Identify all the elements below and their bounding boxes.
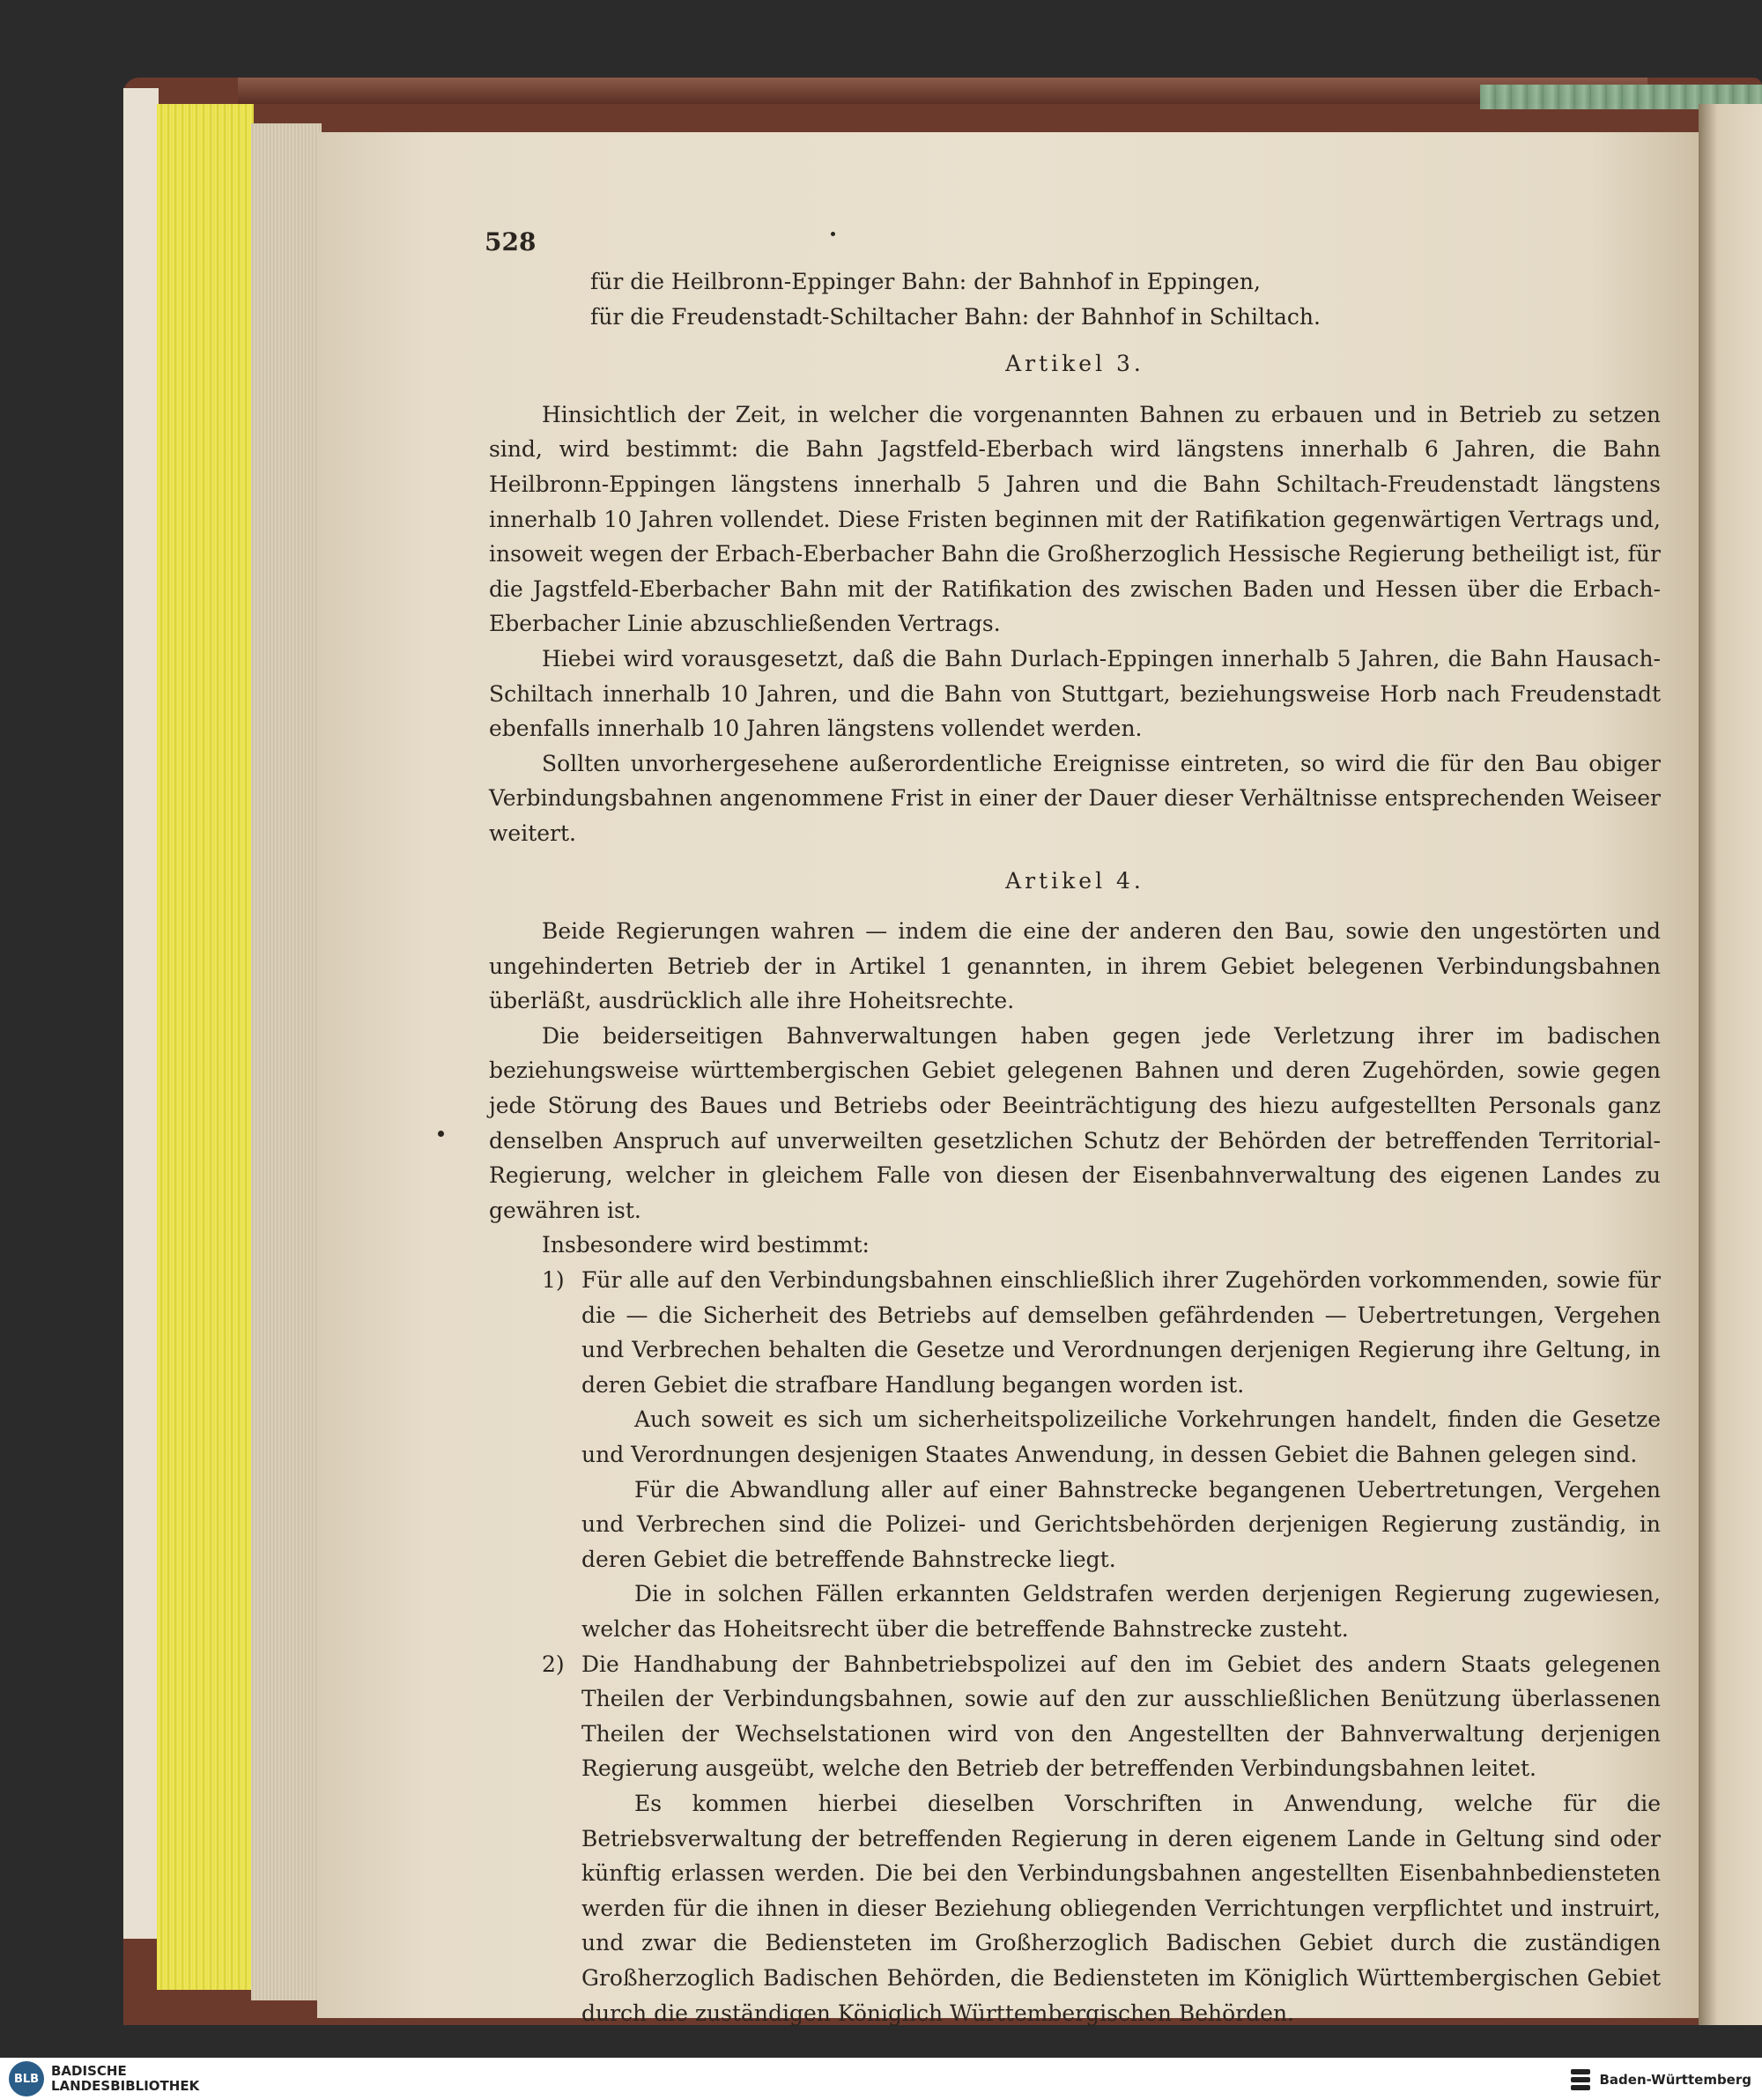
yellow-page-edges — [157, 104, 254, 1990]
facing-page-edge — [1699, 104, 1762, 2025]
item-text: Die Handhabung der Bahnbetriebspolizei auf den im Gebiet des andern Staats gelegenen Theilen der Verbindungsbahnen, sowie auf den zur ausschließlichen Benützung überlassenen Theilen der Wechselstationen wird von den Angestellten der Bahnverwaltung derjenigen Regierung ausgeübt, welche den Betrieb der betreffenden Verbindungsbahnen leitet. — [581, 1651, 1661, 1782]
item-1-subparagraph: Für die Abwandlung aller auf einer Bahnstrecke begangenen Uebertretungen, Vergehen und Verbrechen sind die Polizei- und Gerichtsbehörden derjenigen Regierung zuständig, in deren Gebiet die betreffende Bahnstrecke liegt. — [581, 1476, 1661, 1572]
blb-logo-icon[interactable]: BLB — [9, 2061, 44, 2096]
head-line-2: für die Freudenstadt-Schiltacher Bahn: der Bahnhof in Schiltach. — [590, 303, 1321, 330]
item-1-subparagraph: Auch soweit es sich um sicherheitspolizeiliche Vorkehrungen handelt, finden die Gesetze und Verordnungen desjenigen Staates Anwendung, in dessen Gebiet die Bahnen gelegen sind. — [581, 1406, 1661, 1467]
book-cover-top-edge — [238, 78, 1647, 104]
article-4-heading: Artikel 4. — [1005, 867, 1144, 894]
page-stack-edges — [251, 123, 322, 2000]
state-name: Baden-Württemberg — [1599, 2072, 1751, 2088]
numbered-item-2 — [489, 1647, 1661, 1786]
numbered-item-1 — [489, 1263, 1661, 1402]
page-number: 528 — [485, 227, 537, 256]
article-3-paragraph: Hiebei wird vorausgesetzt, daß die Bahn Durlach-Eppingen innerhalb 5 Jahren, die Bahn Hausach-Schiltach innerhalb 10 Jahren, und die Bahn von Stuttgart, beziehungsweise Horb nach Freudenstadt ebenfalls innerhalb 10 Jahren längstens vollendet werden. — [489, 645, 1661, 742]
item-2-subparagraph: Es kommen hierbei dieselben Vorschriften in Anwendung, welche für die Betriebsverwaltung der betreffenden Regierung in deren eigenem Lande in Geltung sind oder künftig erlassen werden. Die bei den Verbindungsbahnen angestellten Eisenbahnbediensteten werden für die ihnen in dieser Beziehung obliegenden Verrichtungen verpflichtet und instruirt, und zwar die Bediensteten im Großherzoglich Badischen Gebiet durch die zuständigen Großherzoglich Badischen Behörden, die Bediensteten im Königlich Württembergischen Gebiet durch die zuständigen Königlich Württembergischen Behörden. — [581, 1790, 1661, 2026]
item-text: Für alle auf den Verbindungsbahnen einschließlich ihrer Zugehörden vorkommenden, sowie für die — die Sicherheit des Betriebs auf demselben gefährdenden — Uebertretungen, Vergehen und Verbrechen behalten die Gesetze und Verordnungen derjenigen Regierung ihre Geltung, in deren Gebiet die strafbare Handlung begangen worden ist. — [581, 1267, 1661, 1398]
margin-dot — [438, 1131, 444, 1137]
library-name-line-2: LANDESBIBLIOTHEK — [51, 2078, 200, 2094]
viewer-footer — [0, 2058, 1762, 2100]
library-name-line-1: BADISCHE — [51, 2063, 127, 2079]
page-text — [489, 220, 1661, 2030]
article-3-paragraph: Hinsichtlich der Zeit, in welcher die vorgenannten Bahnen zu erbauen und in Betrieb zu setzen sind, wird bestimmt: die Bahn Jagstfeld-Eberbach wird längstens innerhalb 6 Jahren, die Bahn Heilbronn-Eppingen längstens innerhalb 5 Jahren und die Bahn Schiltach-Freudenstadt längstens innerhalb 10 Jahren vollendet. Diese Fristen beginnen mit der Ratifikation gegenwärtigen Vertrags und, insoweit wegen der Erbach-Eberbacher Bahn die Großherzoglich Hessische Regierung betheiligt ist, für die Jagstfeld-Eberbacher Bahn mit der Ratifikation des zwischen Baden und Hessen über die Erbach-Eberbacher Linie abzuschließenden Vertrags. — [489, 401, 1661, 637]
item-1-subparagraph: Die in solchen Fällen erkannten Geldstrafen werden derjenigen Regierung zugewiesen, welcher das Hoheitsrecht über die betreffende Bahnstrecke zusteht. — [581, 1581, 1661, 1642]
library-name[interactable] — [51, 2064, 199, 2094]
item-number: 2) — [542, 1651, 565, 1677]
article-3-heading: Artikel 3. — [1005, 351, 1144, 377]
state-logo[interactable] — [1569, 2067, 1751, 2092]
article-4-paragraph: Die beiderseitigen Bahnverwaltungen haben gegen jede Verletzung ihrer im badischen beziehungsweise württembergischen Gebiet gelegenen Bahnen und deren Zugehörden, sowie gegen jede Störung des Baues und Betriebs oder Beeinträchtigung des hiezu aufgestellten Personals ganz denselben Anspruch auf unverweilten gesetzlichen Schutz der Behörden der betreffenden Territorial-Regierung, welcher in gleichem Falle von diesen der Eisenbahnverwaltung des eigenen Landes zu gewähren ist. — [489, 1022, 1661, 1223]
article-4-paragraph: Insbesondere wird bestimmt: — [542, 1232, 870, 1258]
article-4-paragraph: Beide Regierungen wahren — indem die eine der anderen den Bau, sowie den ungestörten und ungehinderten Betrieb der in Artikel 1 genannten, in ihrem Gebiet belegenen Verbindungsbahnen überläßt, ausdrücklich alle ihre Hoheitsrechte. — [489, 918, 1661, 1014]
head-line-1: für die Heilbronn-Eppinger Bahn: der Bahnhof in Eppingen, — [590, 269, 1261, 294]
state-coat-of-arms-icon — [1569, 2067, 1592, 2092]
spine-edge — [123, 88, 159, 1939]
article-3-paragraph: Sollten unvorhergesehene außerordentliche Ereignisse eintreten, so wird die für den Bau obiger Verbindungsbahnen angenommene Frist in einer der Dauer dieser Verhältnisse entsprechenden Weiseer weitert. — [489, 750, 1661, 846]
item-number: 1) — [542, 1267, 565, 1294]
